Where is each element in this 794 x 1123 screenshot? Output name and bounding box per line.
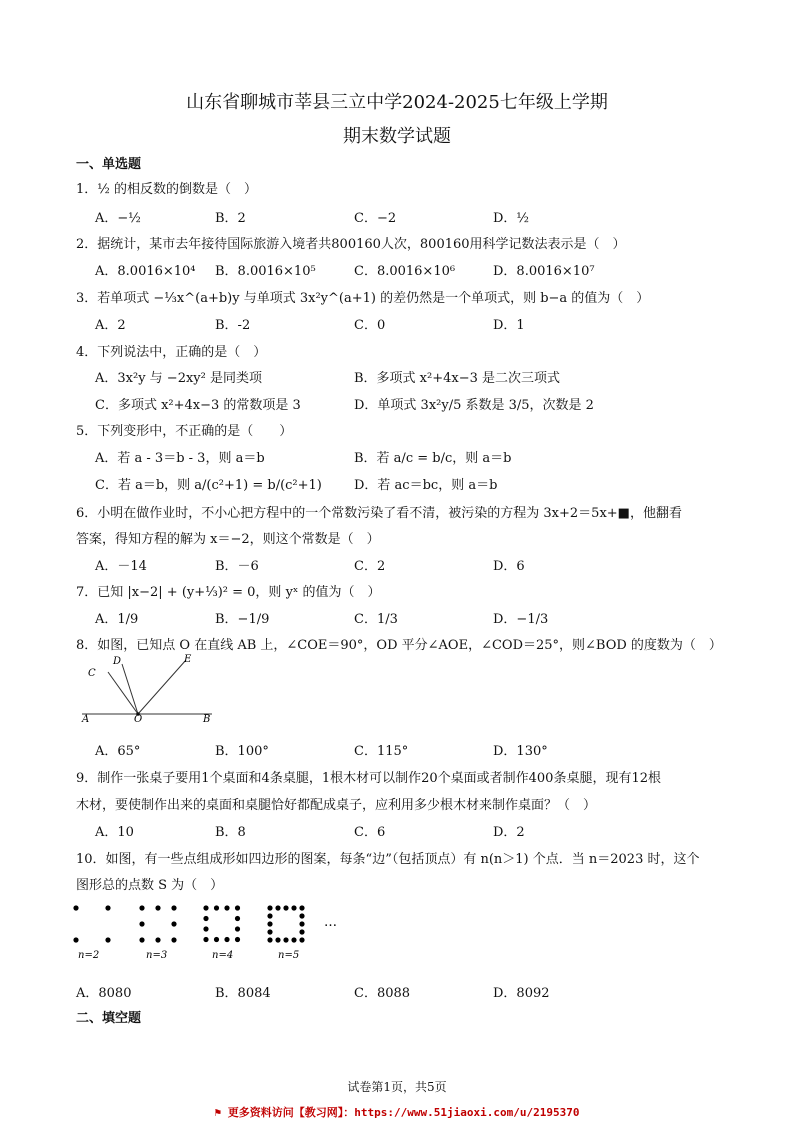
dot xyxy=(214,905,219,910)
q9-option-b: B．8 xyxy=(215,825,246,840)
q2-option-a: A．8.0016×10⁴ xyxy=(95,264,196,279)
q10-option-a: A．8080 xyxy=(76,986,132,1001)
label-c: C xyxy=(88,668,96,679)
dot xyxy=(139,921,144,926)
label-b: B xyxy=(203,714,211,724)
question-10-stem-cont: 图形总的点数 S 为（ ） xyxy=(76,878,224,893)
q4-option-b: B．多项式 x²+4x−3 是二次三项式 xyxy=(354,371,561,386)
dot xyxy=(283,905,288,910)
q1-option-d: D．½ xyxy=(493,211,530,226)
dot xyxy=(139,905,144,910)
dot xyxy=(203,905,208,910)
section-fill-blank: 二、填空题 xyxy=(76,1011,142,1026)
q7-option-c: C．1/3 xyxy=(354,612,398,627)
label-o: O xyxy=(134,714,143,724)
q8-option-d: D．130° xyxy=(493,744,548,759)
dot-pattern-n4 xyxy=(203,905,240,942)
dot xyxy=(105,937,110,942)
q3-option-d: D．1 xyxy=(493,318,525,333)
dot xyxy=(73,905,78,910)
question-6-stem: 6．小明在做作业时，不小心把方程中的一个常数污染了看不清，被污染的方程为 3x+2＝5x+■，他翻看 xyxy=(76,506,682,521)
dot xyxy=(267,905,272,910)
dot xyxy=(171,937,176,942)
q4-option-d: D．单项式 3x²y/5 系数是 3/5，次数是 2 xyxy=(354,398,594,413)
dot xyxy=(299,937,304,942)
dot xyxy=(267,937,272,942)
promo-text: 更多资料访问【教习网】：https://www.51jiaoxi.com/u/2195370 xyxy=(227,1106,580,1119)
q5-option-c: C．若 a＝b，则 a/(c²+1) = b/(c²+1) xyxy=(95,478,322,493)
dot xyxy=(171,905,176,910)
dot xyxy=(171,921,176,926)
q7-option-d: D．−1/3 xyxy=(493,612,549,627)
dot xyxy=(224,937,229,942)
dot xyxy=(291,937,296,942)
q8-option-a: A．65° xyxy=(95,744,141,759)
dot xyxy=(235,937,240,942)
dot xyxy=(155,937,160,942)
q6-option-a: A．－14 xyxy=(95,559,147,574)
question-3-stem: 3．若单项式 −⅓x^(a+b)y 与单项式 3x²y^(a+1) 的差仍然是一个单项式，则 b−a 的值为（ ） xyxy=(76,291,650,306)
q7-option-b: B．−1/9 xyxy=(215,612,270,627)
pattern-label-n2: n=2 xyxy=(78,950,100,961)
question-7-stem: 7．已知 |x−2| + (y+⅓)² = 0，则 yˣ 的值为（ ） xyxy=(76,585,381,600)
q8-option-b: B．100° xyxy=(215,744,269,759)
q10-option-d: D．8092 xyxy=(493,986,550,1001)
dot xyxy=(235,905,240,910)
q4-option-c: C．多项式 x²+4x−3 的常数项是 3 xyxy=(95,398,301,413)
dot xyxy=(299,929,304,934)
dot xyxy=(275,905,280,910)
label-e: E xyxy=(184,654,192,665)
pattern-ellipsis: … xyxy=(324,915,337,930)
q1-option-c: C．−2 xyxy=(354,211,397,226)
dot xyxy=(299,905,304,910)
q2-option-c: C．8.0016×10⁶ xyxy=(354,264,456,279)
q10-option-c: C．8088 xyxy=(354,986,411,1001)
dot xyxy=(203,926,208,931)
dot-pattern-n5 xyxy=(267,905,304,942)
dot-pattern-n2 xyxy=(73,905,110,942)
q7-option-a: A．1/9 xyxy=(95,612,139,627)
question-6-stem-cont: 答案，得知方程的解为 x＝−2，则这个常数是（ ） xyxy=(76,532,380,547)
q6-option-c: C．2 xyxy=(354,559,386,574)
flag-icon: ⚑ xyxy=(214,1106,228,1119)
question-10-stem: 10．如图，有一些点组成形如四边形的图案，每条“边”（包括顶点）有 n(n＞1) 个点．当 n＝2023 时，这个 xyxy=(76,852,700,867)
page-footer: 试卷第1页，共5页 xyxy=(347,1080,447,1094)
pattern-label-n4: n=4 xyxy=(212,950,234,961)
q10-option-b: B．8084 xyxy=(215,986,271,1001)
label-a: A xyxy=(82,714,90,724)
q2-option-b: B．8.0016×10⁵ xyxy=(215,264,316,279)
q3-option-a: A．2 xyxy=(95,318,126,333)
dot xyxy=(203,937,208,942)
q5-option-b: B．若 a/c = b/c，则 a＝b xyxy=(354,451,512,466)
dot xyxy=(73,937,78,942)
dot xyxy=(283,937,288,942)
dot xyxy=(214,937,219,942)
dot xyxy=(155,905,160,910)
q6-option-b: B．－6 xyxy=(215,559,259,574)
question-4-stem: 4．下列说法中，正确的是（ ） xyxy=(76,345,267,360)
section-single-choice: 一、单选题 xyxy=(76,157,142,172)
q4-option-a: A．3x²y 与 −2xy² 是同类项 xyxy=(95,371,262,386)
q8-option-c: C．115° xyxy=(354,744,409,759)
q6-option-d: D．6 xyxy=(493,559,525,574)
title-line1: 山东省聊城市莘县三立中学2024-2025七年级上学期 xyxy=(186,92,608,113)
dot xyxy=(275,937,280,942)
q5-option-d: D．若 ac＝bc，则 a＝b xyxy=(354,478,498,493)
question-9-stem-cont: 木材，要使制作出来的桌面和桌腿恰好都配成桌子，应利用多少根木材来制作桌面？（ ） xyxy=(76,798,597,813)
dot xyxy=(235,926,240,931)
label-d: D xyxy=(113,656,122,667)
q1-option-a: A．−½ xyxy=(95,211,141,226)
q3-option-c: C．0 xyxy=(354,318,386,333)
q2-option-d: D．8.0016×10⁷ xyxy=(493,264,595,279)
dot xyxy=(203,916,208,921)
q9-option-d: D．2 xyxy=(493,825,525,840)
pattern-label-n3: n=3 xyxy=(146,950,168,961)
promo-link[interactable] xyxy=(0,1104,794,1120)
dot xyxy=(299,913,304,918)
dot xyxy=(299,921,304,926)
dot xyxy=(139,937,144,942)
dot xyxy=(267,921,272,926)
title-line2: 期末数学试题 xyxy=(343,126,451,147)
dot xyxy=(291,905,296,910)
dot xyxy=(105,905,110,910)
dot xyxy=(267,929,272,934)
q1-option-b: B．2 xyxy=(215,211,246,226)
figure-dot-patterns xyxy=(66,898,356,962)
q5-option-a: A．若 a - 3＝b - 3，则 a＝b xyxy=(95,451,265,466)
dot-pattern-n3 xyxy=(139,905,176,942)
dot xyxy=(267,913,272,918)
q3-option-b: B．-2 xyxy=(215,318,251,333)
q9-option-a: A．10 xyxy=(95,825,134,840)
q9-option-c: C．6 xyxy=(354,825,386,840)
pattern-label-n5: n=5 xyxy=(278,950,300,961)
dot xyxy=(235,916,240,921)
question-8-stem: 8．如图，已知点 O 在直线 AB 上，∠COE＝90°，OD 平分∠AOE，∠COD＝25°，则∠BOD 的度数为（ ） xyxy=(76,638,722,653)
question-9-stem: 9．制作一张桌子要用1个桌面和4条桌腿，1根木材可以制作20个桌面或者制作400条桌腿，现有12根 xyxy=(76,771,661,786)
question-1-stem: 1．½ 的相反数的倒数是（ ） xyxy=(76,182,258,197)
figure-angle-diagram xyxy=(78,652,218,724)
question-5-stem: 5．下列变形中，不正确的是（ ） xyxy=(76,424,293,439)
dot xyxy=(224,905,229,910)
question-2-stem: 2．据统计，某市去年接待国际旅游入境者共800160人次，800160用科学记数法表示是（ ） xyxy=(76,237,626,252)
